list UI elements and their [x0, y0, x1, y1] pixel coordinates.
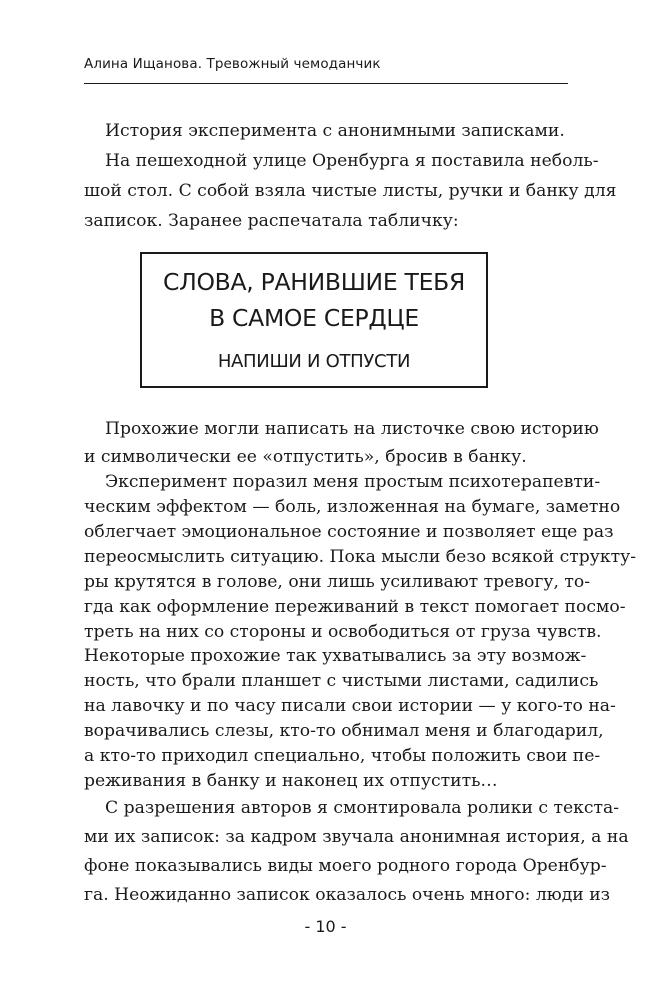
- sign-headline-line-1: СЛОВА, РАНИВШИЕ ТЕБЯ: [162, 268, 465, 296]
- paragraph-line: ческим эффектом — боль, изложенная на бумаге, заметно: [84, 496, 621, 517]
- paragraph-line: записок. Заранее распечатала табличку:: [84, 211, 459, 231]
- paragraph-line: на лавочку и по часу писали свои истории — у кого-то на-: [84, 696, 616, 717]
- paragraph-line: ры крутятся в голове, они лишь усиливают тревогу, то-: [84, 571, 591, 592]
- paragraph-line: ворачивались слезы, кто-то обнимал меня и благодарил,: [84, 721, 604, 742]
- paragraph-line: На пешеходной улице Оренбурга я поставила неболь-: [105, 151, 599, 171]
- paragraph-line: треть на них со стороны и освободиться от груза чувств.: [84, 621, 602, 642]
- paragraph-line: а кто-то приходил специально, чтобы положить свои пе-: [84, 746, 601, 767]
- paragraph-line: фоне показывались виды моего родного города Оренбур-: [84, 856, 607, 876]
- paragraph-line: Прохожие могли написать на листочке свою историю: [105, 419, 599, 439]
- sign-subline: НАПИШИ И ОТПУСТИ: [217, 351, 411, 372]
- paragraph-line: переосмыслить ситуацию. Пока мысли безо всякой структу-: [84, 546, 637, 567]
- paragraph-line: реживания в банку и наконец их отпустить…: [84, 771, 498, 791]
- paragraph-line: С разрешения авторов я смонтировала ролики с текста-: [105, 798, 620, 818]
- running-header: Алина Ищанова. Тревожный чемоданчик: [84, 56, 381, 72]
- paragraph-line: шой стол. С собой взяла чистые листы, ручки и банку для: [84, 181, 617, 201]
- paragraph-line: Эксперимент поразил меня простым психотерапевти-: [105, 472, 601, 492]
- sign-headline-line-2: В САМОЕ СЕРДЦЕ: [209, 304, 419, 332]
- paragraph-line: облегчает эмоциональное состояние и позволяет еще раз: [84, 521, 614, 542]
- paragraph-line: Некоторые прохожие так ухватывались за эту возмож-: [84, 646, 587, 667]
- paragraph-line: га. Неожиданно записок оказалось очень много: люди из: [84, 885, 611, 905]
- paragraph-line: и символически ее «отпустить», бросив в банку.: [84, 447, 527, 467]
- paragraph-line: История эксперимента с анонимными записками.: [105, 121, 565, 141]
- header-rule: [84, 83, 568, 84]
- paragraph-line: ность, что брали планшет с чистыми листами, садились: [84, 671, 599, 692]
- page-number: - 10 -: [304, 917, 347, 936]
- paragraph-line: гда как оформление переживаний в текст помогает посмо-: [84, 596, 626, 617]
- boxed-sign: [140, 252, 488, 388]
- paragraph-line: ми их записок: за кадром звучала анонимная история, а на: [84, 827, 629, 847]
